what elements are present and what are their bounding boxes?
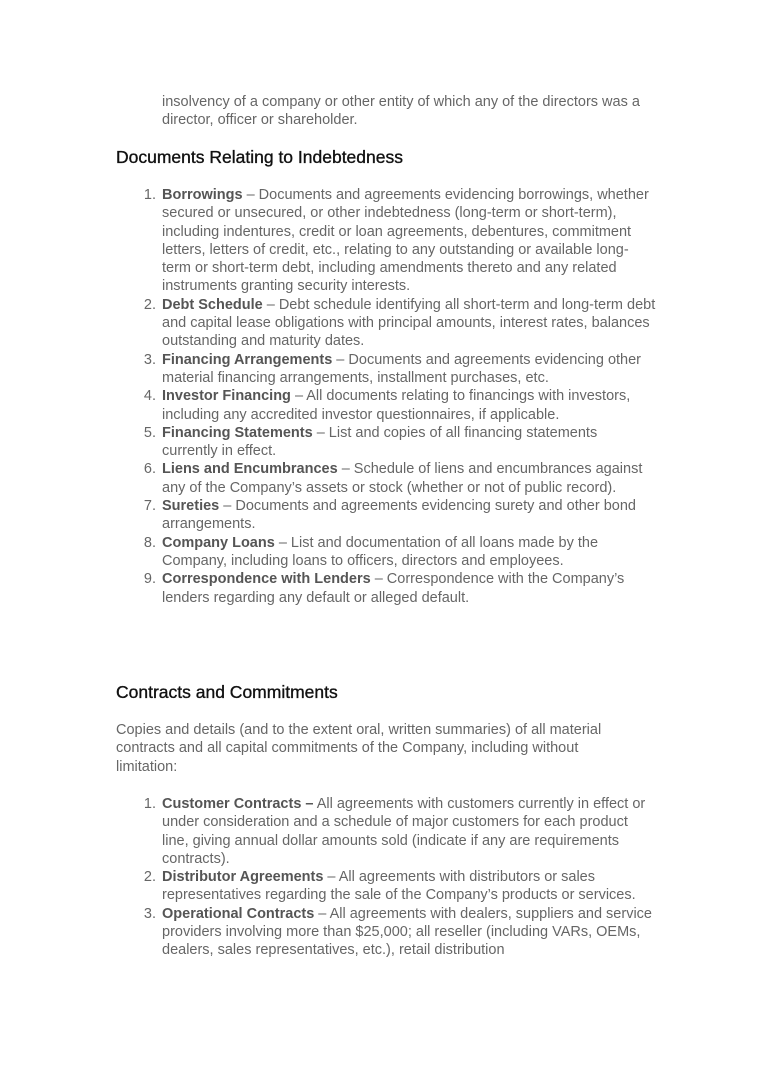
list-item — [116, 186, 656, 296]
list-item-term: Customer Contracts – — [162, 796, 314, 812]
list-item-term: Investor Financing — [162, 388, 291, 405]
list-item-text: – All agreements with dealers, suppliers and service providers involving more than $25,000; all reseller (including VARs, OEMs, dealers, sales representatives, etc.), retail distribution — [162, 905, 652, 959]
list-item-number: 9. — [143, 571, 156, 588]
list-item-number: 1. — [143, 187, 156, 203]
list-item-text: All agreements with customers currently in effect or under consideration and a schedule of major customers for each product line, giving annual dollar amounts sold (indicate if any are requirements contracts). — [162, 796, 646, 867]
list-item-number: 2. — [143, 296, 156, 313]
list-item-number: 4. — [143, 388, 156, 405]
list-item-text: – Documents and agreements evidencing surety and other bond arrangements. — [162, 498, 636, 533]
list-item-term: Debt Schedule — [162, 296, 263, 313]
list-item — [116, 570, 656, 607]
list-item — [116, 534, 656, 571]
list-item-term: Correspondence with Lenders — [162, 571, 371, 588]
list-item — [116, 296, 656, 351]
list-item-term: Borrowings — [162, 187, 243, 203]
section-heading-contracts: Contracts and Commitments — [116, 682, 338, 702]
list-item-text: – Documents and agreements evidencing borrowings, whether secured or unsecured, or other indebtedness (long-term or short-term), including indentures, credit or loan agreements, debentures, commitment letters, letters of credit, etc., relating to any outstanding or available long-term or short-term debt, including amendments thereto and any related instruments granting security interests. — [162, 187, 649, 295]
list-item-number: 7. — [143, 498, 156, 515]
list-item — [116, 497, 656, 534]
list-item-term: Sureties — [162, 498, 220, 515]
list-item-text: – All documents relating to financings with investors, including any accredited investor questionnaires, if applicable. — [162, 388, 631, 423]
list-item-text: – Documents and agreements evidencing other material financing arrangements, installment purchases, etc. — [162, 351, 641, 386]
list-item-term: Distributor Agreements — [162, 869, 324, 886]
continuation-paragraph: insolvency of a company or other entity of which any of the directors was a director, officer or shareholder. — [162, 94, 640, 129]
list-item — [116, 424, 656, 461]
list-item — [116, 351, 656, 388]
list-item — [116, 460, 656, 497]
contracts-intro-paragraph: Copies and details (and to the extent oral, written summaries) of all material contracts and all capital commitments of the Company, including without limitation: — [116, 722, 602, 775]
list-item-number: 1. — [143, 796, 156, 812]
list-item — [116, 868, 656, 905]
list-item-term: Financing Arrangements — [162, 351, 333, 368]
list-item-term: Operational Contracts — [162, 905, 315, 922]
list-item-term: Financing Statements — [162, 424, 313, 441]
list-item-number: 3. — [143, 905, 156, 922]
list-item — [116, 905, 656, 960]
list-item-number: 6. — [143, 461, 156, 478]
list-item — [116, 795, 656, 868]
list-item-number: 8. — [143, 534, 156, 551]
list-item-number: 5. — [143, 424, 156, 441]
list-item-text: – All agreements with distributors or sales representatives regarding the sale of the Company’s products or services. — [162, 869, 636, 904]
list-item-text: – List and copies of all financing statements currently in effect. — [162, 424, 598, 460]
list-item-text: – Correspondence with the Company’s lenders regarding any default or alleged default. — [162, 571, 625, 606]
list-item-text: – List and documentation of all loans made by the Company, including loans to officers, directors and employees. — [162, 534, 599, 569]
list-item-text: – Schedule of liens and encumbrances against any of the Company’s assets or stock (whether or not of public record). — [162, 461, 643, 496]
list-item-number: 2. — [143, 869, 156, 886]
list-item-number: 3. — [143, 351, 156, 368]
list-item-term: Company Loans — [162, 534, 275, 551]
section-heading-indebtedness: Documents Relating to Indebtedness — [116, 147, 403, 167]
contracts-list — [116, 795, 656, 960]
list-item-term: Liens and Encumbrances — [162, 461, 338, 478]
list-item — [116, 387, 656, 424]
indebtedness-list — [116, 186, 656, 607]
list-item-text: – Debt schedule identifying all short-term and long-term debt and capital lease obligations with principal amounts, interest rates, balances outstanding and maturity dates. — [162, 296, 656, 350]
